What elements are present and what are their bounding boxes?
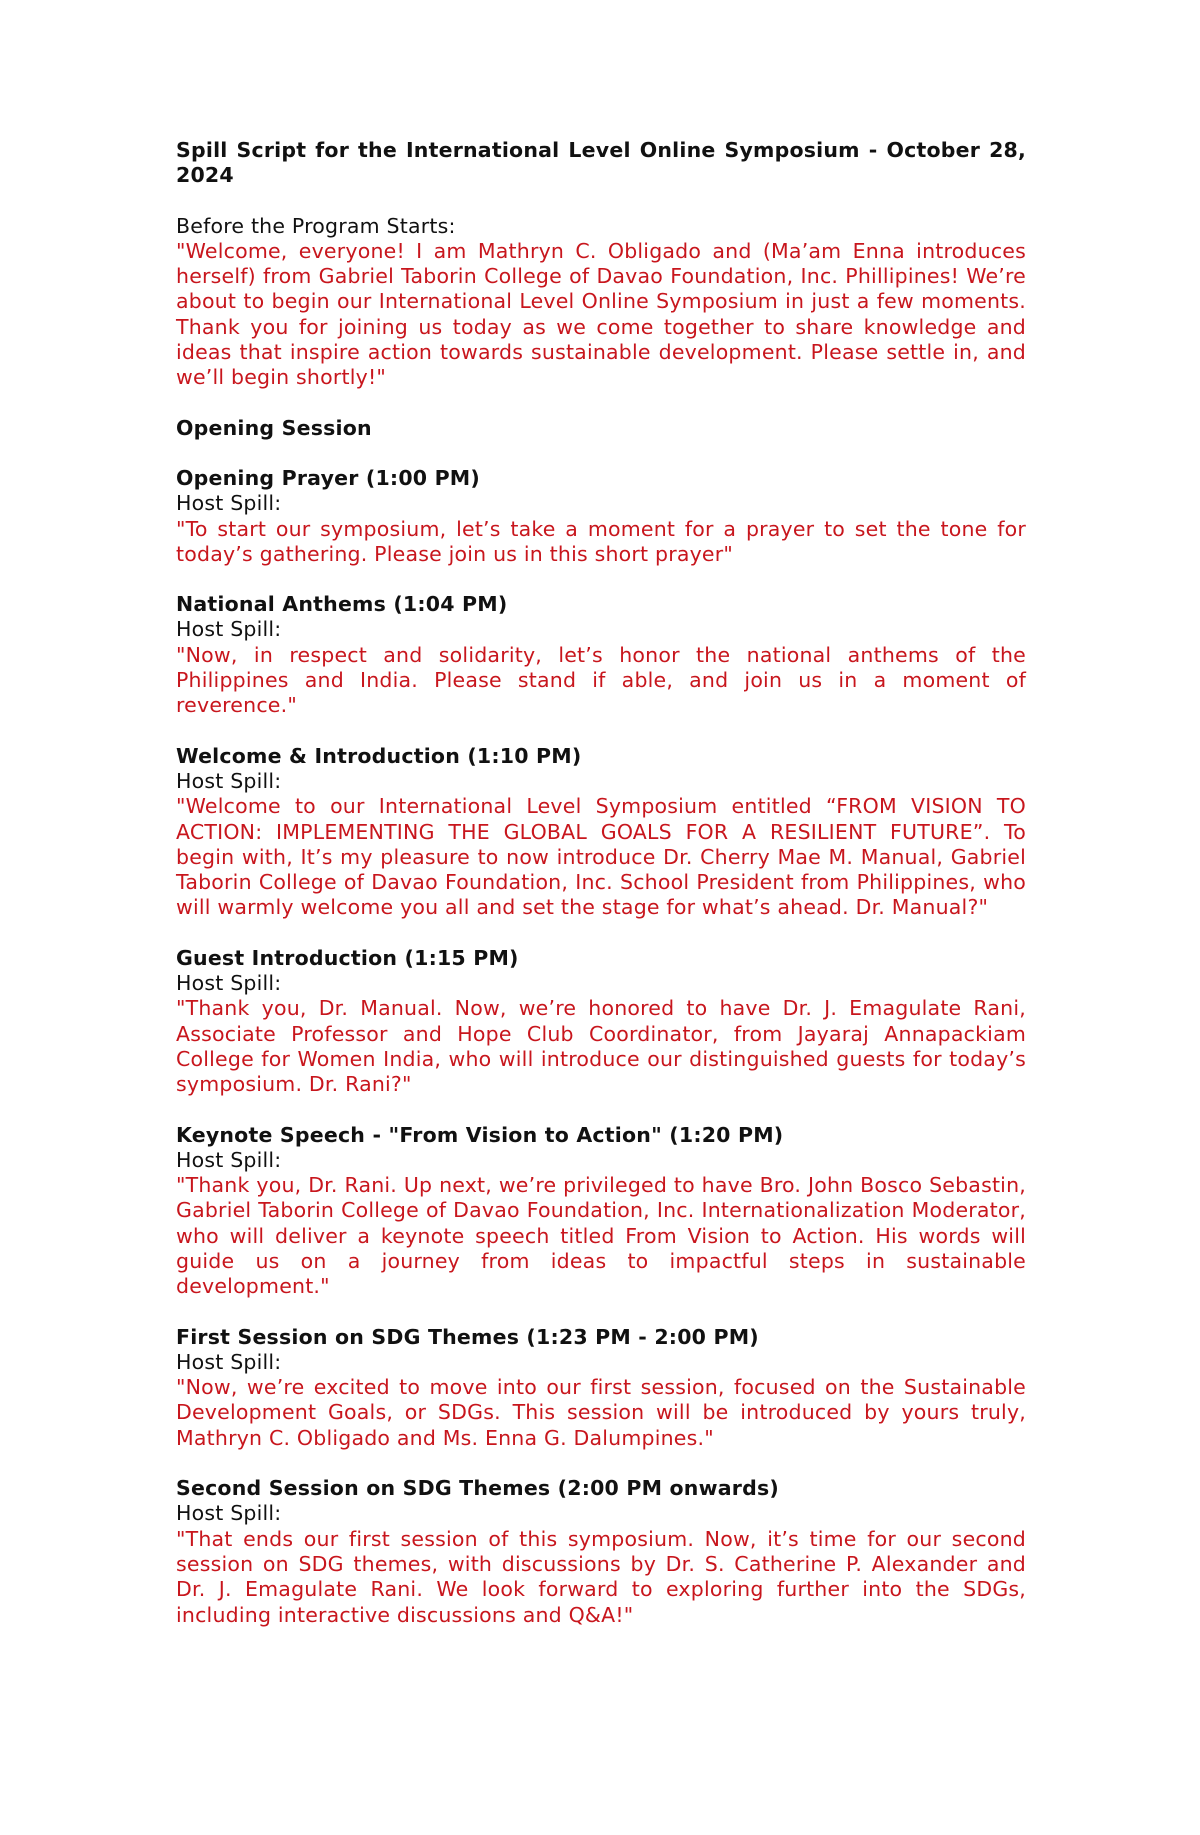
section-heading: First Session on SDG Themes (1:23 PM - 2:00 PM) <box>176 1324 759 1349</box>
host-spill-label: Host Spill: <box>176 971 282 996</box>
section-first-sdg-session <box>176 1325 1026 1451</box>
section-heading: Keynote Speech - "From Vision to Action" (1:20 PM) <box>176 1122 784 1147</box>
section-heading: Second Session on SDG Themes (2:00 PM onwards) <box>176 1476 779 1501</box>
section-second-sdg-session <box>176 1476 1026 1628</box>
section-keynote-speech <box>176 1123 1026 1300</box>
section-heading: Opening Prayer (1:00 PM) <box>176 465 480 490</box>
intro-block <box>176 214 1026 391</box>
section-opening-prayer <box>176 466 1026 567</box>
opening-session-title: Opening Session <box>176 415 372 440</box>
host-spill-label: Host Spill: <box>176 768 282 793</box>
section-spill-text: "That ends our first session of this symposium. Now, it’s time for our second session on SDG themes, with discussions by Dr. S. Catherine P. Alexander and Dr. J. Emagulate Rani. We look forward to exploring further into the SDGs, including interactive discussions and Q&A!" <box>176 1526 1026 1627</box>
document-page <box>176 138 1026 1653</box>
host-spill-label: Host Spill: <box>176 1501 282 1526</box>
host-spill-label: Host Spill: <box>176 1349 282 1374</box>
section-spill-text: "Now, in respect and solidarity, let’s honor the national anthems of the Philippines and India. Please stand if able, and join us in a moment of reverence." <box>176 642 1026 718</box>
section-national-anthems <box>176 592 1026 718</box>
section-spill-text: "To start our symposium, let’s take a moment for a prayer to set the tone for today’s gathering. Please join us in this short prayer" <box>176 516 1026 566</box>
section-spill-text: "Thank you, Dr. Rani. Up next, we’re privileged to have Bro. John Bosco Sebastin, Gabriel Taborin College of Davao Foundation, Inc. Internationalization Moderator, who will deliver a keynote speech titled From Vision to Action. His words will guide us on a journey from ideas to impactful steps in sustainable development." <box>176 1173 1026 1299</box>
document-title: Spill Script for the International Level Online Symposium - October 28, 2024 <box>176 138 1026 188</box>
host-spill-label: Host Spill: <box>176 617 282 642</box>
section-heading: Guest Introduction (1:15 PM) <box>176 945 519 970</box>
section-spill-text: "Now, we’re excited to move into our first session, focused on the Sustainable Development Goals, or SDGs. This session will be introduced by yours truly, Mathryn C. Obligado and Ms. Enna G. Dalumpines." <box>176 1375 1026 1450</box>
section-guest-introduction <box>176 946 1026 1098</box>
section-heading: National Anthems (1:04 PM) <box>176 592 508 617</box>
section-heading: Welcome & Introduction (1:10 PM) <box>176 743 582 768</box>
section-spill-text: "Welcome to our International Level Symposium entitled “FROM VISION TO ACTION: IMPLEMENTING THE GLOBAL GOALS FOR A RESILIENT FUTURE”. To begin with, It’s my pleasure to now introduce Dr. Cherry Mae M. Manual, Gabriel Taborin College of Davao Foundation, Inc. School President from Philippines, who will warmly welcome you all and set the stage for what’s ahead. Dr. Manual?" <box>176 794 1026 920</box>
intro-label: Before the Program Starts: <box>176 213 456 238</box>
section-spill-text: "Thank you, Dr. Manual. Now, we’re honored to have Dr. J. Emagulate Rani, Associate Professor and Hope Club Coordinator, from Jayaraj Annapackiam College for Women India, who will introduce our distinguished guests for today’s symposium. Dr. Rani?" <box>176 996 1026 1097</box>
host-spill-label: Host Spill: <box>176 491 282 516</box>
section-welcome-introduction <box>176 744 1026 921</box>
intro-spill-text: "Welcome, everyone! I am Mathryn C. Obligado and (Ma’am Enna introduces herself) from Gabriel Taborin College of Davao Foundation, Inc. Phillipines! We’re about to begin our International Level Online Symposium in just a few moments. Thank you for joining us today as we come together to share knowledge and ideas that inspire action towards sustainable development. Please settle in, and we’ll begin shortly!" <box>176 238 1026 390</box>
host-spill-label: Host Spill: <box>176 1147 282 1172</box>
